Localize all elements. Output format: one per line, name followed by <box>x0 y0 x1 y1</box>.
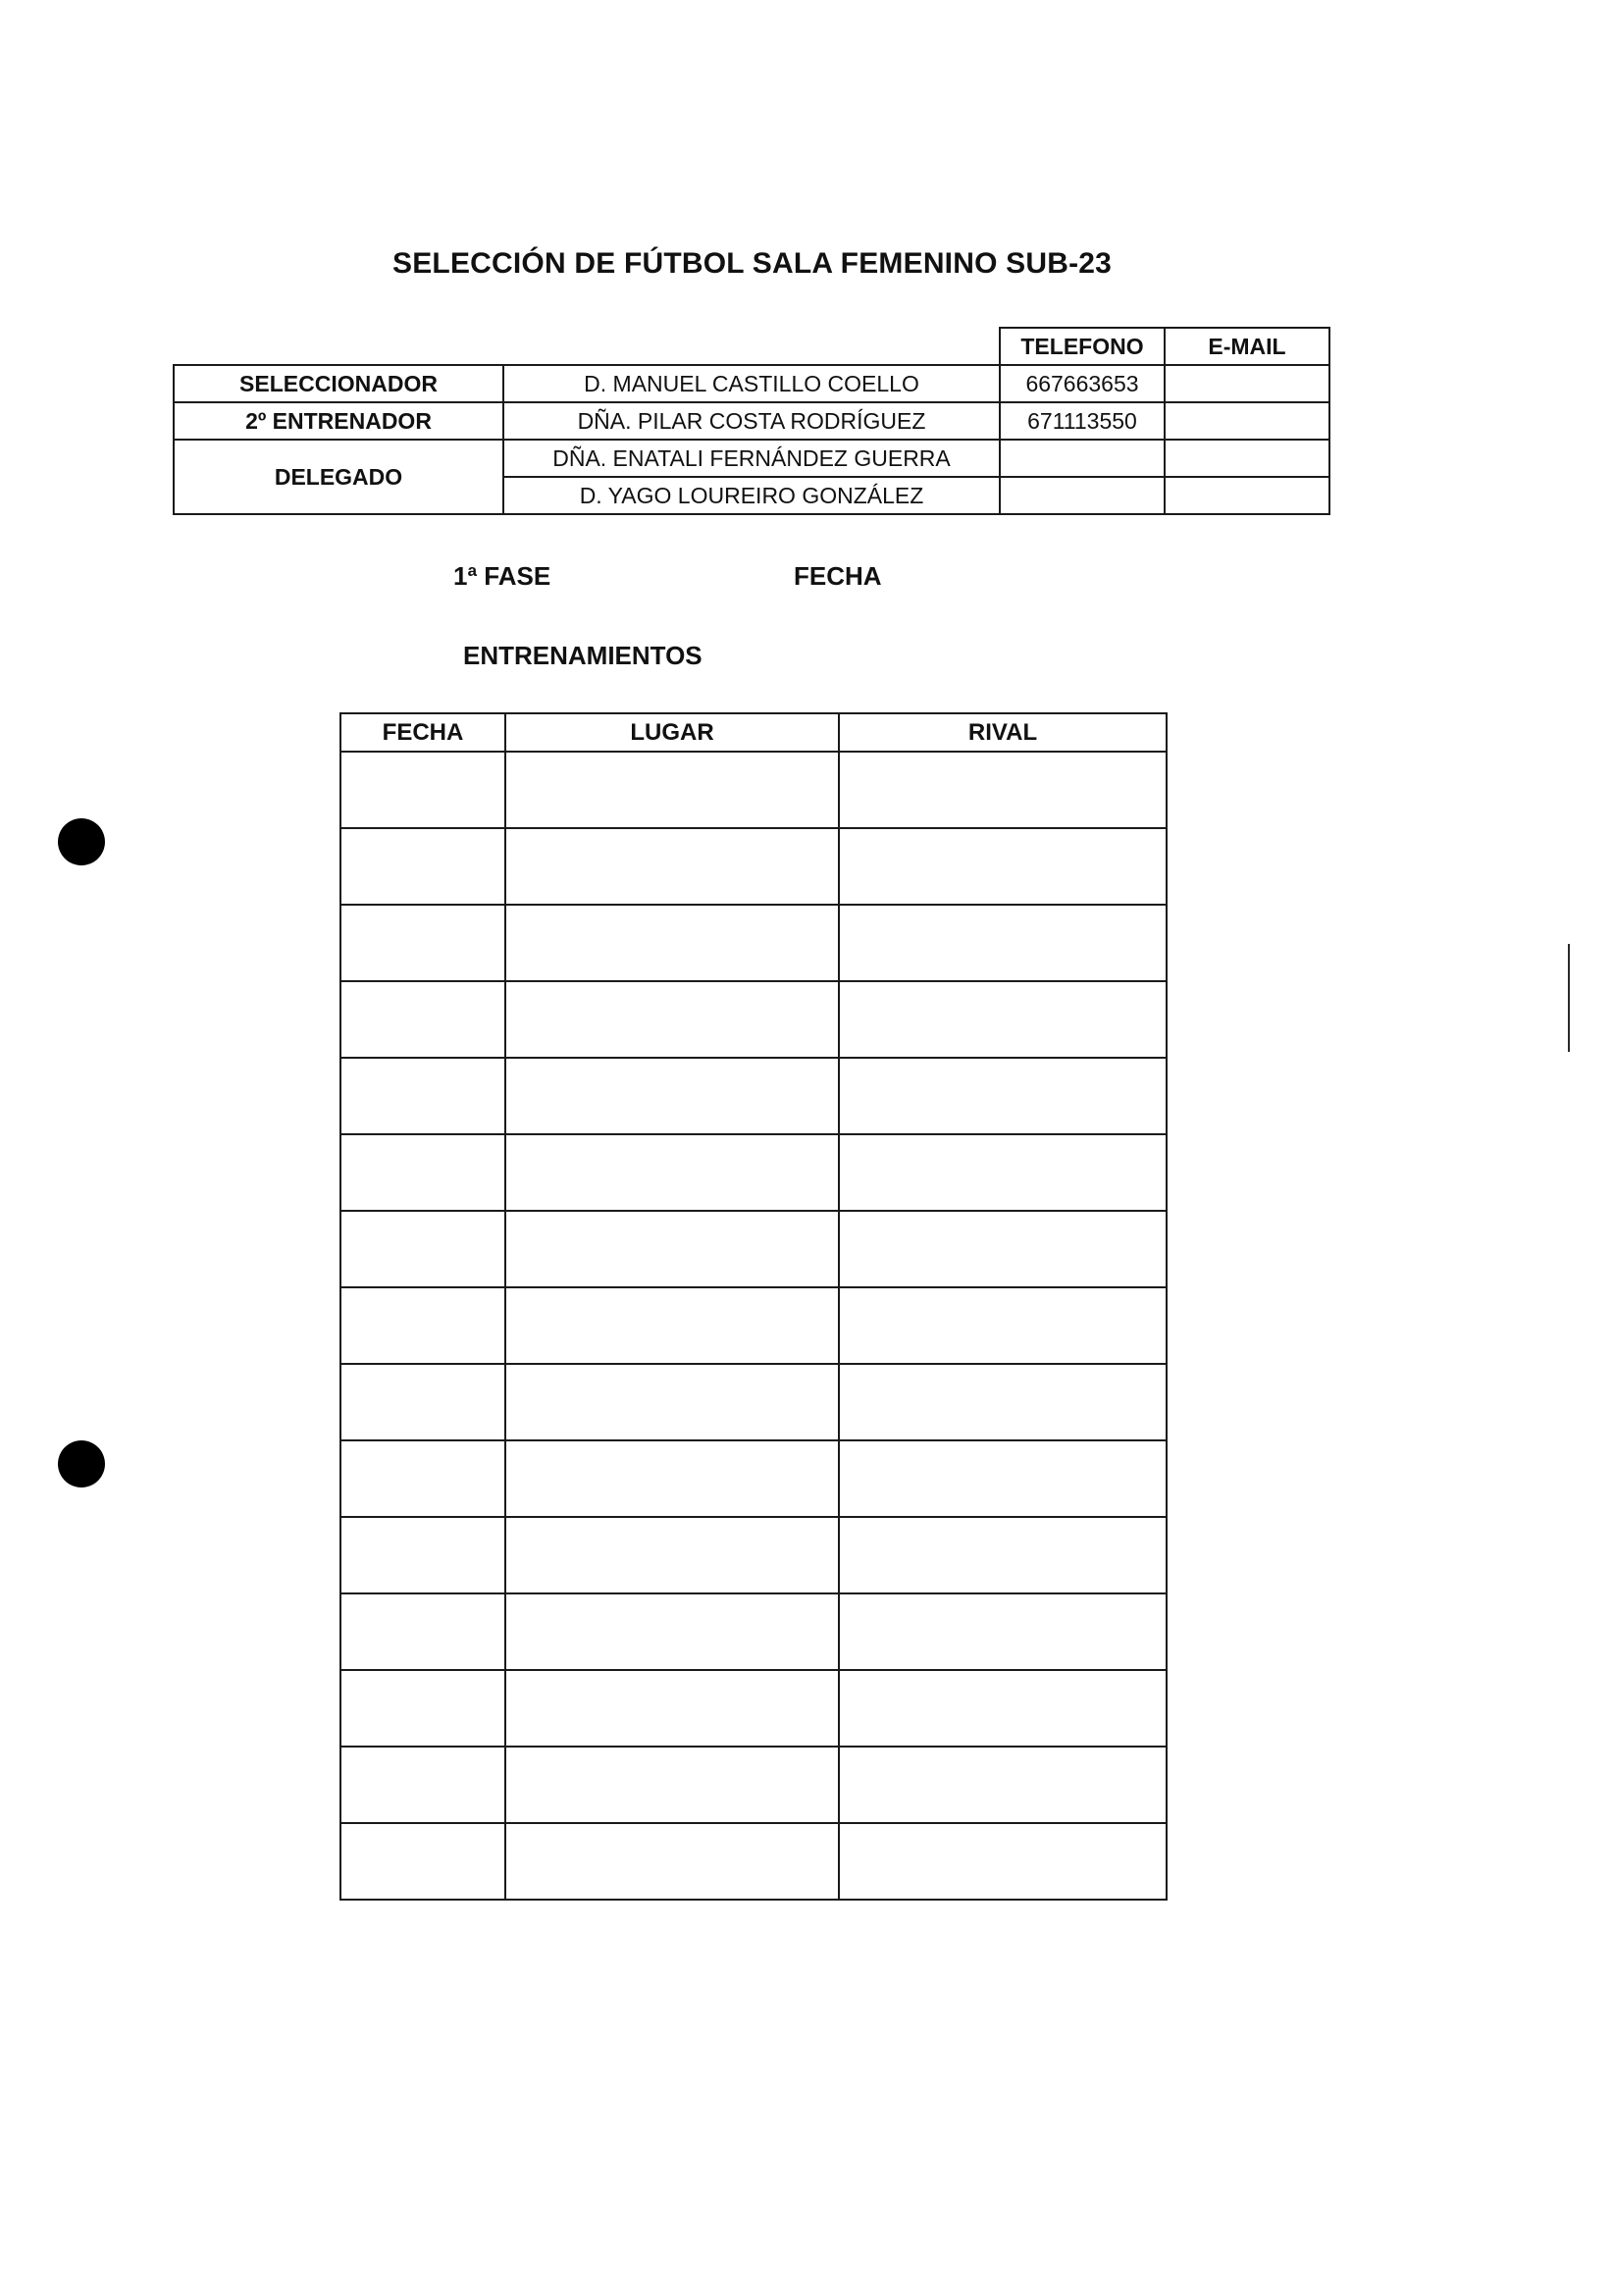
rival-cell <box>839 1287 1167 1364</box>
email-header: E-MAIL <box>1165 328 1329 365</box>
empty-cell <box>174 328 503 365</box>
role-cell: DELEGADO <box>174 440 503 514</box>
name-cell: DÑA. ENATALI FERNÁNDEZ GUERRA <box>503 440 1000 477</box>
training-row <box>340 1823 1167 1900</box>
lugar-cell <box>505 752 839 828</box>
rival-cell <box>839 1211 1167 1287</box>
scan-artifact <box>1568 944 1570 1052</box>
phone-cell: 671113550 <box>1000 402 1165 440</box>
rival-cell <box>839 1517 1167 1593</box>
fecha-cell <box>340 1517 505 1593</box>
training-header-row <box>340 713 1167 752</box>
training-row <box>340 1440 1167 1517</box>
rival-cell <box>839 1593 1167 1670</box>
rival-cell <box>839 752 1167 828</box>
fecha-column-header: FECHA <box>340 713 505 752</box>
fecha-cell <box>340 1440 505 1517</box>
lugar-cell <box>505 905 839 981</box>
rival-cell <box>839 905 1167 981</box>
training-row <box>340 752 1167 828</box>
lugar-cell <box>505 1670 839 1747</box>
staff-header-row <box>174 328 1329 365</box>
document-title: SELECCIÓN DE FÚTBOL SALA FEMENINO SUB-23 <box>392 247 1113 280</box>
lugar-cell <box>505 981 839 1058</box>
name-cell: D. YAGO LOUREIRO GONZÁLEZ <box>503 477 1000 514</box>
rival-cell <box>839 1134 1167 1211</box>
name-cell: D. MANUEL CASTILLO COELLO <box>503 365 1000 402</box>
lugar-cell <box>505 1364 839 1440</box>
phone-cell: 667663653 <box>1000 365 1165 402</box>
fecha-cell <box>340 1211 505 1287</box>
training-row <box>340 981 1167 1058</box>
lugar-cell <box>505 828 839 905</box>
role-cell: 2º ENTRENADOR <box>174 402 503 440</box>
staff-row-seleccionador <box>174 365 1329 402</box>
email-cell <box>1165 402 1329 440</box>
name-cell: DÑA. PILAR COSTA RODRÍGUEZ <box>503 402 1000 440</box>
fecha-cell <box>340 1058 505 1134</box>
fecha-cell <box>340 1364 505 1440</box>
training-row <box>340 1364 1167 1440</box>
rival-cell <box>839 1747 1167 1823</box>
lugar-cell <box>505 1440 839 1517</box>
training-row <box>340 1670 1167 1747</box>
training-table <box>339 712 1168 1901</box>
email-cell <box>1165 365 1329 402</box>
punch-hole-top <box>58 818 105 865</box>
training-row <box>340 1747 1167 1823</box>
training-row <box>340 1517 1167 1593</box>
telefono-header: TELEFONO <box>1000 328 1165 365</box>
fecha-cell <box>340 1823 505 1900</box>
lugar-cell <box>505 1287 839 1364</box>
lugar-cell <box>505 1211 839 1287</box>
fecha-cell <box>340 1287 505 1364</box>
staff-table <box>173 327 1330 515</box>
lugar-column-header: LUGAR <box>505 713 839 752</box>
lugar-cell <box>505 1517 839 1593</box>
training-row <box>340 1058 1167 1134</box>
rival-cell <box>839 1670 1167 1747</box>
training-heading: ENTRENAMIENTOS <box>463 641 702 670</box>
lugar-cell <box>505 1058 839 1134</box>
email-cell <box>1165 440 1329 477</box>
rival-cell <box>839 1364 1167 1440</box>
training-row <box>340 1134 1167 1211</box>
lugar-cell <box>505 1823 839 1900</box>
training-row <box>340 1593 1167 1670</box>
fecha-cell <box>340 905 505 981</box>
fecha-cell <box>340 1134 505 1211</box>
fecha-cell <box>340 1747 505 1823</box>
punch-hole-bottom <box>58 1440 105 1487</box>
role-cell: SELECCIONADOR <box>174 365 503 402</box>
rival-cell <box>839 828 1167 905</box>
phone-cell <box>1000 440 1165 477</box>
rival-cell <box>839 1823 1167 1900</box>
training-row <box>340 828 1167 905</box>
empty-cell <box>503 328 1000 365</box>
fecha-cell <box>340 1593 505 1670</box>
lugar-cell <box>505 1593 839 1670</box>
rival-cell <box>839 1058 1167 1134</box>
phase-date-label: FECHA <box>794 561 882 591</box>
fecha-cell <box>340 828 505 905</box>
phone-cell <box>1000 477 1165 514</box>
phase-label: 1ª FASE <box>453 561 551 591</box>
rival-cell <box>839 981 1167 1058</box>
staff-row-entrenador <box>174 402 1329 440</box>
rival-cell <box>839 1440 1167 1517</box>
lugar-cell <box>505 1747 839 1823</box>
lugar-cell <box>505 1134 839 1211</box>
training-row <box>340 1287 1167 1364</box>
email-cell <box>1165 477 1329 514</box>
fecha-cell <box>340 752 505 828</box>
training-row <box>340 905 1167 981</box>
training-row <box>340 1211 1167 1287</box>
fecha-cell <box>340 1670 505 1747</box>
rival-column-header: RIVAL <box>839 713 1167 752</box>
fecha-cell <box>340 981 505 1058</box>
staff-row-delegado-1 <box>174 440 1329 477</box>
